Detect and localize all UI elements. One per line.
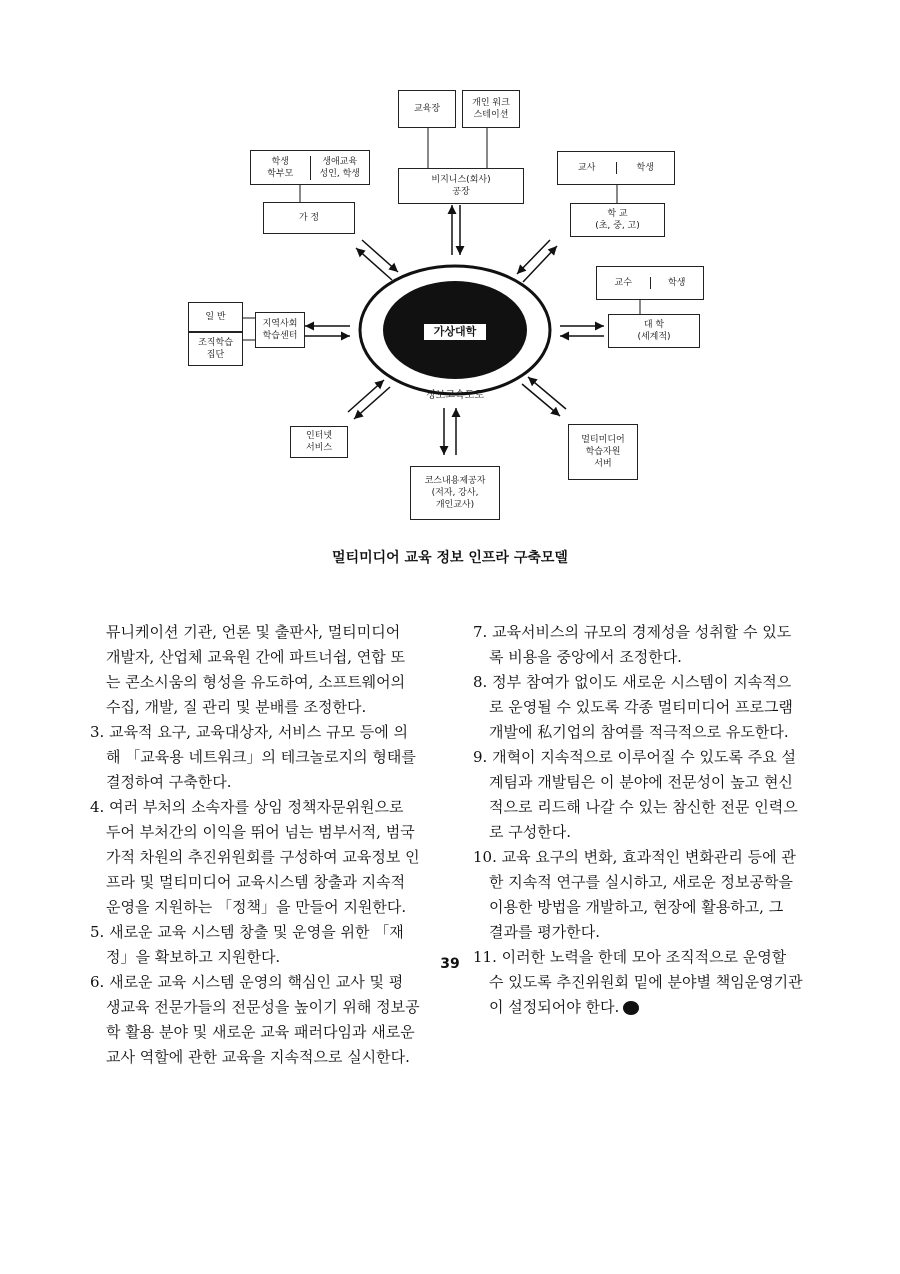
figure-caption: 멀티미디어 교육 정보 인프라 구축모델	[332, 550, 568, 566]
text-line	[473, 995, 818, 1020]
text-line: 11. 이러한 노력을 한데 모아 조직적으로 운영할	[473, 948, 787, 966]
text-line: 프라 및 멀티미디어 교육시스템 창출과 지속적	[106, 873, 406, 891]
text-line: 수 있도록 추진위원회 밑에 분야별 책임운영기관	[489, 973, 803, 991]
text-line: 학 활용 분야 및 새로운 교육 패러다임과 새로운	[106, 1023, 415, 1041]
text-line: 7. 교육서비스의 규모의 경제성을 성취할 수 있도	[473, 623, 792, 641]
text-line: 계팀과 개발팀은 이 분야에 전문성이 높고 현신	[489, 773, 793, 791]
text-line: 4. 여러 부처의 소속자를 상임 정책자문위원으로	[90, 798, 404, 816]
text-line: 결과를 평가한다.	[489, 923, 600, 941]
box-home: 가 정	[263, 202, 355, 234]
text-line: 로 구성한다.	[489, 823, 571, 841]
box-personal-workstation: 개인 워크 스테이션	[462, 90, 520, 128]
box-community-center: 지역사회 학습센터	[255, 312, 305, 348]
text-line: 정」을 확보하고 지원한다.	[106, 948, 281, 966]
text-line: 운영을 지원하는 「정책」을 만들어 지원한다.	[106, 898, 407, 916]
text-line: 개발에 私기업의 참여를 적극적으로 유도한다.	[489, 723, 789, 741]
end-mark-icon	[623, 1001, 639, 1015]
diagram-connectors	[0, 0, 900, 540]
box-org-learning: 조직학습 집단	[188, 332, 243, 366]
text-line: 생교육 전문가들의 전문성을 높이기 위해 정보공	[106, 998, 420, 1016]
text-line: 교사 역할에 관한 교육을 지속적으로 실시한다.	[106, 1048, 410, 1066]
box-home-members: 학생 학부모 생애교육 성인, 학생	[250, 150, 370, 185]
text-line: 는 콘소시움의 형성을 유도하여, 소프트웨어의	[106, 673, 406, 691]
text-line: 한 지속적 연구를 실시하고, 새로운 정보공학을	[489, 873, 793, 891]
text-line: 가적 차원의 추진위원회를 구성하여 교육정보 인	[106, 848, 420, 866]
text-line: 록 비용을 중앙에서 조정한다.	[489, 648, 682, 666]
virtual-university-label: 가상대학	[424, 324, 486, 340]
text-line: 9. 개혁이 지속적으로 이루어질 수 있도록 주요 설	[473, 748, 796, 766]
text-line: 로 운영될 수 있도록 각종 멀티미디어 프로그램	[489, 698, 793, 716]
box-university-members: 교수 학생	[596, 266, 704, 300]
text-line: 5. 새로운 교육 시스템 창출 및 운영을 위한 「재	[90, 923, 404, 941]
text-line: 8. 정부 참여가 없이도 새로운 시스템이 지속적으	[473, 673, 792, 691]
text-line-end: 이 설정되어야 한다.	[489, 998, 620, 1016]
box-school-members: 교사 학생	[557, 151, 675, 185]
page-number: 39	[440, 956, 460, 972]
text-line: 10. 교육 요구의 변화, 효과적인 변화관리 등에 관	[473, 848, 796, 866]
text-line: 적으로 리드해 나갈 수 있는 참신한 전문 인력으	[489, 798, 798, 816]
text-line: 이용한 방법을 개발하고, 현장에 활용하고, 그	[489, 898, 784, 916]
box-business: 비지니스(회사) 공장	[398, 168, 524, 204]
box-multimedia-server: 멀티미디어 학습자원 서버	[568, 424, 638, 480]
box-university: 대 학 (세계적)	[608, 314, 700, 348]
box-general: 일 반	[188, 302, 243, 332]
text-line: 두어 부처간의 이익을 뛰어 넘는 범부서적, 범국	[106, 823, 415, 841]
text-line: 개발자, 산업체 교육원 간에 파트너쉽, 연합 또	[106, 648, 405, 666]
left-column	[90, 620, 435, 1070]
info-highway-label: 정보고속도로	[426, 390, 484, 401]
text-line: 6. 새로운 교육 시스템 운영의 핵심인 교사 및 평	[90, 973, 404, 991]
box-content-provider: 코스내용제공자 (저자, 강사, 개인교사)	[410, 466, 500, 520]
box-school: 학 교 (초, 중, 고)	[570, 203, 665, 237]
text-line: 결정하여 구축한다.	[106, 773, 232, 791]
text-line: 3. 교육적 요구, 교육대상자, 서비스 규모 등에 의	[90, 723, 409, 741]
text-line: 해 「교육용 네트워크」의 테크놀로지의 형태를	[106, 748, 416, 766]
text-line: 뮤니케이션 기관, 언론 및 출판사, 멀티미디어	[106, 623, 401, 641]
box-internet-service: 인터넷 서비스	[290, 426, 348, 458]
text-line: 수집, 개발, 질 관리 및 분배를 조정한다.	[106, 698, 367, 716]
box-education-site: 교육장	[398, 90, 456, 128]
